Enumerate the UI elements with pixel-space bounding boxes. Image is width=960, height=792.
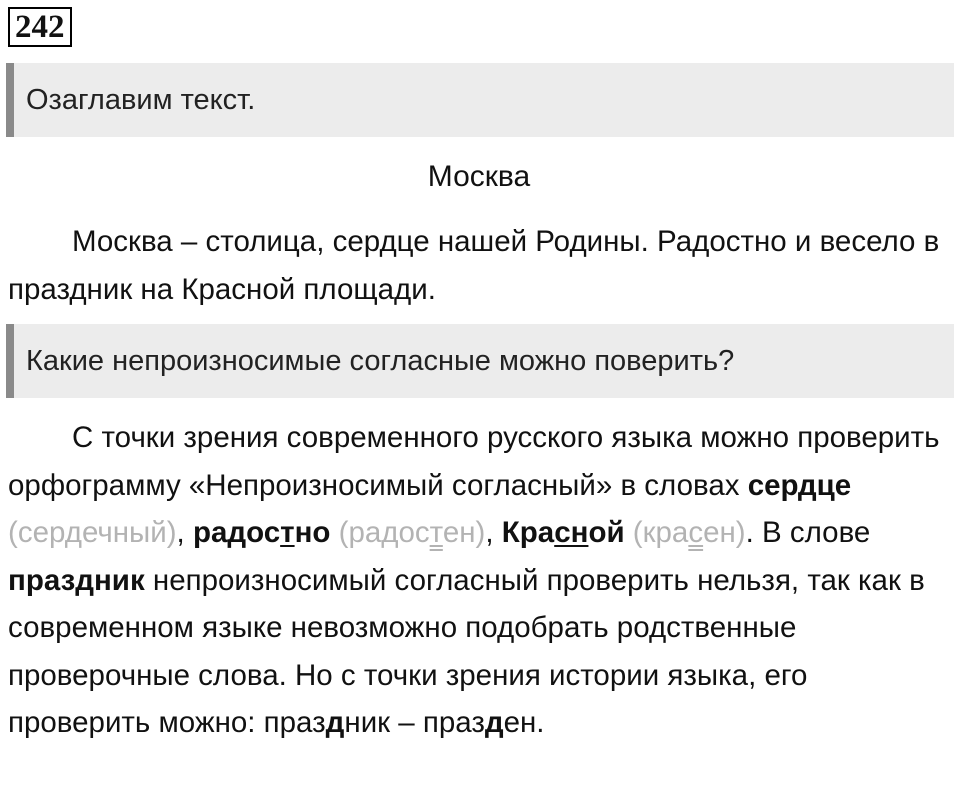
task-prompt-2: Какие непроизносимые согласные можно поверить? [6,324,954,398]
exercise-number: 242 [8,7,72,47]
text-title: Москва [427,160,531,193]
word-radostno: радостно [192,516,331,549]
word-serdtse: сердце [747,468,852,502]
word-prazdnik: праздник [8,563,145,597]
word-krasnoy: Красной [501,516,625,549]
check-word-krasen: (красен) [624,516,746,549]
task-prompt-1: Озаглавим текст. [6,63,954,137]
highlight-letter-2: д [484,706,504,739]
check-word-radosten: (радостен) [330,516,486,549]
highlight-letter-1: д [325,706,345,739]
answer-paragraph: С точки зрения современного русского языка можно проверить орфограмму «Непроизносимый согласный» в словах сердце (сердечный), радостно (радостен), Красной (красен). В слове праздник непроизносимый согласный проверить нельзя, так как в современном языке невозможно подобрать родственные проверочные слова. Но с точки зрения истории языка, его проверить можно: праздник – празден. [8,421,940,739]
check-word-serdechny: (сердечный) [8,516,177,549]
answer-intro: С точки зрения современного русского языка можно проверить орфограмму «Непроизносимый согласный» в словах [8,421,940,502]
paragraph-1: Москва – столица, сердце нашей Родины. Радостно и весело в праздник на Красной площади. [8,225,940,306]
